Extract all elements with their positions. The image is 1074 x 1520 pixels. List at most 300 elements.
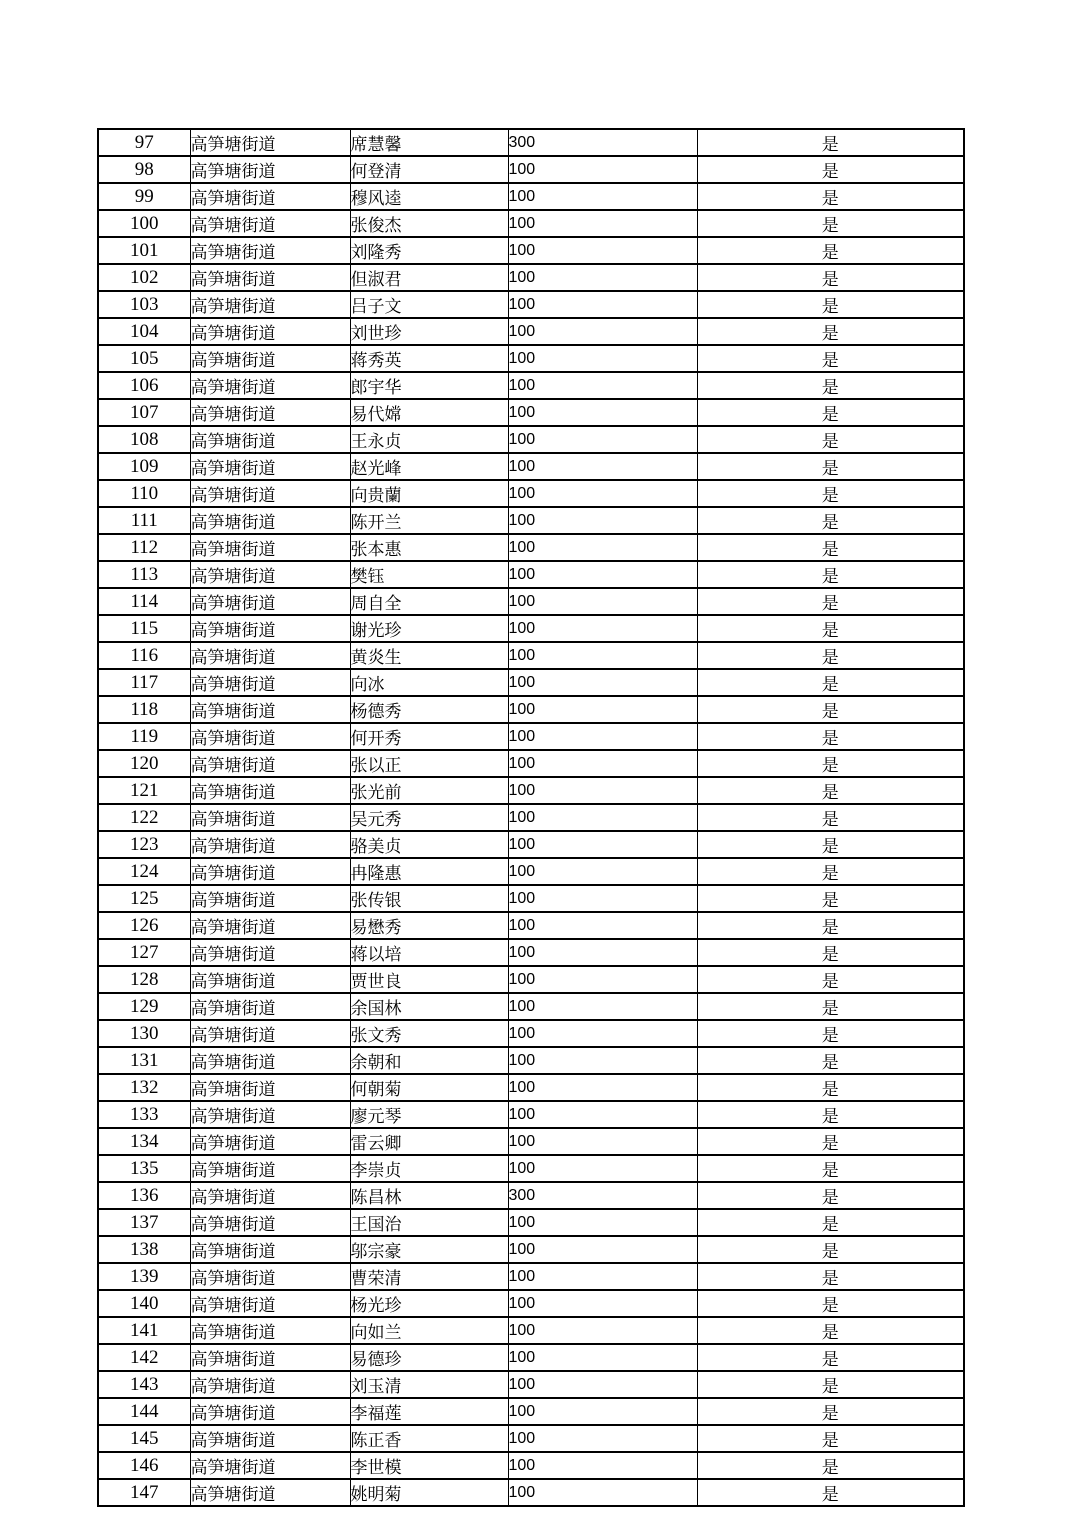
person-name-cell: 李福莲: [350, 1398, 508, 1425]
table-row: [98, 534, 964, 561]
table-row: [98, 669, 964, 696]
person-name-cell: 杨光珍: [350, 1290, 508, 1317]
person-name-cell: 何开秀: [350, 723, 508, 750]
row-number-cell: 121: [98, 777, 190, 804]
table-row: [98, 264, 964, 291]
confirm-cell: 是: [697, 480, 964, 507]
confirm-cell: 是: [697, 1236, 964, 1263]
amount-cell: 100: [508, 885, 697, 912]
person-name-cell: 吕子文: [350, 291, 508, 318]
amount-cell: 100: [508, 696, 697, 723]
row-number-cell: 125: [98, 885, 190, 912]
street-cell: 高笋塘街道: [190, 183, 350, 210]
confirm-cell: 是: [697, 615, 964, 642]
street-cell: 高笋塘街道: [190, 588, 350, 615]
street-cell: 高笋塘街道: [190, 426, 350, 453]
row-number-cell: 118: [98, 696, 190, 723]
person-name-cell: 陈开兰: [350, 507, 508, 534]
person-name-cell: 向如兰: [350, 1317, 508, 1344]
row-number-cell: 100: [98, 210, 190, 237]
person-name-cell: 张以正: [350, 750, 508, 777]
table-row: [98, 1101, 964, 1128]
amount-cell: 100: [508, 399, 697, 426]
amount-cell: 100: [508, 507, 697, 534]
street-cell: 高笋塘街道: [190, 534, 350, 561]
amount-cell: 100: [508, 858, 697, 885]
person-name-cell: 杨德秀: [350, 696, 508, 723]
amount-cell: 100: [508, 804, 697, 831]
confirm-cell: 是: [697, 1452, 964, 1479]
person-name-cell: 雷云卿: [350, 1128, 508, 1155]
person-name-cell: 李世模: [350, 1452, 508, 1479]
person-name-cell: 张俊杰: [350, 210, 508, 237]
amount-cell: 100: [508, 615, 697, 642]
person-name-cell: 陈昌林: [350, 1182, 508, 1209]
street-cell: 高笋塘街道: [190, 1263, 350, 1290]
row-number-cell: 117: [98, 669, 190, 696]
row-number-cell: 141: [98, 1317, 190, 1344]
street-cell: 高笋塘街道: [190, 1344, 350, 1371]
amount-cell: 100: [508, 237, 697, 264]
street-cell: 高笋塘街道: [190, 318, 350, 345]
street-cell: 高笋塘街道: [190, 696, 350, 723]
amount-cell: 100: [508, 777, 697, 804]
person-name-cell: 张本惠: [350, 534, 508, 561]
row-number-cell: 102: [98, 264, 190, 291]
row-number-cell: 106: [98, 372, 190, 399]
row-number-cell: 133: [98, 1101, 190, 1128]
amount-cell: 100: [508, 210, 697, 237]
street-cell: 高笋塘街道: [190, 1452, 350, 1479]
amount-cell: 100: [508, 966, 697, 993]
amount-cell: 100: [508, 1425, 697, 1452]
row-number-cell: 129: [98, 993, 190, 1020]
table-row: [98, 777, 964, 804]
row-number-cell: 123: [98, 831, 190, 858]
street-cell: 高笋塘街道: [190, 1047, 350, 1074]
confirm-cell: 是: [697, 156, 964, 183]
street-cell: 高笋塘街道: [190, 453, 350, 480]
confirm-cell: 是: [697, 1263, 964, 1290]
person-name-cell: 何朝菊: [350, 1074, 508, 1101]
table-row: [98, 1155, 964, 1182]
table-row: [98, 1317, 964, 1344]
confirm-cell: 是: [697, 1155, 964, 1182]
table-row: [98, 804, 964, 831]
confirm-cell: 是: [697, 1074, 964, 1101]
row-number-cell: 105: [98, 345, 190, 372]
amount-cell: 100: [508, 345, 697, 372]
table-row: [98, 750, 964, 777]
street-cell: 高笋塘街道: [190, 723, 350, 750]
row-number-cell: 140: [98, 1290, 190, 1317]
person-name-cell: 席慧馨: [350, 129, 508, 156]
person-name-cell: 王国治: [350, 1209, 508, 1236]
table-row: [98, 1425, 964, 1452]
table-row: [98, 426, 964, 453]
street-cell: 高笋塘街道: [190, 399, 350, 426]
street-cell: 高笋塘街道: [190, 1155, 350, 1182]
person-name-cell: 骆美贞: [350, 831, 508, 858]
confirm-cell: 是: [697, 831, 964, 858]
confirm-cell: 是: [697, 804, 964, 831]
table-row: [98, 1452, 964, 1479]
amount-cell: 100: [508, 291, 697, 318]
row-number-cell: 101: [98, 237, 190, 264]
subsidy-table: [97, 128, 965, 1507]
table-row: [98, 453, 964, 480]
person-name-cell: 陈正香: [350, 1425, 508, 1452]
amount-cell: 100: [508, 912, 697, 939]
amount-cell: 100: [508, 318, 697, 345]
row-number-cell: 112: [98, 534, 190, 561]
street-cell: 高笋塘街道: [190, 939, 350, 966]
person-name-cell: 黄炎生: [350, 642, 508, 669]
confirm-cell: 是: [697, 237, 964, 264]
row-number-cell: 108: [98, 426, 190, 453]
table-row: [98, 1263, 964, 1290]
table-row: [98, 561, 964, 588]
confirm-cell: 是: [697, 426, 964, 453]
person-name-cell: 刘玉清: [350, 1371, 508, 1398]
street-cell: 高笋塘街道: [190, 777, 350, 804]
row-number-cell: 98: [98, 156, 190, 183]
confirm-cell: 是: [697, 291, 964, 318]
row-number-cell: 115: [98, 615, 190, 642]
table-row: [98, 318, 964, 345]
amount-cell: 100: [508, 1263, 697, 1290]
row-number-cell: 132: [98, 1074, 190, 1101]
street-cell: 高笋塘街道: [190, 912, 350, 939]
row-number-cell: 116: [98, 642, 190, 669]
street-cell: 高笋塘街道: [190, 480, 350, 507]
person-name-cell: 易代嫦: [350, 399, 508, 426]
row-number-cell: 97: [98, 129, 190, 156]
confirm-cell: 是: [697, 1182, 964, 1209]
street-cell: 高笋塘街道: [190, 1182, 350, 1209]
row-number-cell: 144: [98, 1398, 190, 1425]
amount-cell: 100: [508, 1479, 697, 1506]
street-cell: 高笋塘街道: [190, 1479, 350, 1506]
confirm-cell: 是: [697, 1371, 964, 1398]
confirm-cell: 是: [697, 318, 964, 345]
street-cell: 高笋塘街道: [190, 291, 350, 318]
table-row: [98, 1290, 964, 1317]
row-number-cell: 137: [98, 1209, 190, 1236]
street-cell: 高笋塘街道: [190, 885, 350, 912]
street-cell: 高笋塘街道: [190, 210, 350, 237]
table-row: [98, 588, 964, 615]
person-name-cell: 易德珍: [350, 1344, 508, 1371]
row-number-cell: 119: [98, 723, 190, 750]
table-row: [98, 939, 964, 966]
person-name-cell: 蒋秀英: [350, 345, 508, 372]
row-number-cell: 131: [98, 1047, 190, 1074]
street-cell: 高笋塘街道: [190, 831, 350, 858]
confirm-cell: 是: [697, 210, 964, 237]
amount-cell: 100: [508, 1371, 697, 1398]
person-name-cell: 张光前: [350, 777, 508, 804]
person-name-cell: 樊钰: [350, 561, 508, 588]
street-cell: 高笋塘街道: [190, 750, 350, 777]
table-row: [98, 1209, 964, 1236]
table-row: [98, 831, 964, 858]
confirm-cell: 是: [697, 1101, 964, 1128]
street-cell: 高笋塘街道: [190, 993, 350, 1020]
amount-cell: 100: [508, 1155, 697, 1182]
amount-cell: 100: [508, 372, 697, 399]
person-name-cell: 郎宇华: [350, 372, 508, 399]
street-cell: 高笋塘街道: [190, 1209, 350, 1236]
street-cell: 高笋塘街道: [190, 129, 350, 156]
person-name-cell: 张传银: [350, 885, 508, 912]
street-cell: 高笋塘街道: [190, 1371, 350, 1398]
row-number-cell: 110: [98, 480, 190, 507]
confirm-cell: 是: [697, 1209, 964, 1236]
amount-cell: 100: [508, 453, 697, 480]
amount-cell: 300: [508, 1182, 697, 1209]
street-cell: 高笋塘街道: [190, 1074, 350, 1101]
table-row: [98, 1398, 964, 1425]
row-number-cell: 147: [98, 1479, 190, 1506]
amount-cell: 100: [508, 669, 697, 696]
confirm-cell: 是: [697, 642, 964, 669]
confirm-cell: 是: [697, 1290, 964, 1317]
confirm-cell: 是: [697, 1398, 964, 1425]
person-name-cell: 赵光峰: [350, 453, 508, 480]
confirm-cell: 是: [697, 264, 964, 291]
amount-cell: 100: [508, 264, 697, 291]
table-row: [98, 1344, 964, 1371]
row-number-cell: 134: [98, 1128, 190, 1155]
person-name-cell: 但淑君: [350, 264, 508, 291]
amount-cell: 100: [508, 561, 697, 588]
amount-cell: 100: [508, 1020, 697, 1047]
table-row: [98, 696, 964, 723]
confirm-cell: 是: [697, 507, 964, 534]
street-cell: 高笋塘街道: [190, 642, 350, 669]
street-cell: 高笋塘街道: [190, 1236, 350, 1263]
street-cell: 高笋塘街道: [190, 1425, 350, 1452]
street-cell: 高笋塘街道: [190, 345, 350, 372]
person-name-cell: 向冰: [350, 669, 508, 696]
row-number-cell: 139: [98, 1263, 190, 1290]
row-number-cell: 146: [98, 1452, 190, 1479]
street-cell: 高笋塘街道: [190, 372, 350, 399]
street-cell: 高笋塘街道: [190, 1317, 350, 1344]
table-row: [98, 615, 964, 642]
amount-cell: 100: [508, 750, 697, 777]
person-name-cell: 何登清: [350, 156, 508, 183]
row-number-cell: 113: [98, 561, 190, 588]
table-row: [98, 237, 964, 264]
confirm-cell: 是: [697, 1425, 964, 1452]
table-row: [98, 156, 964, 183]
table-row: [98, 993, 964, 1020]
row-number-cell: 127: [98, 939, 190, 966]
confirm-cell: 是: [697, 453, 964, 480]
row-number-cell: 104: [98, 318, 190, 345]
confirm-cell: 是: [697, 750, 964, 777]
amount-cell: 100: [508, 1047, 697, 1074]
table-row: [98, 1128, 964, 1155]
table-row: [98, 1047, 964, 1074]
street-cell: 高笋塘街道: [190, 1398, 350, 1425]
confirm-cell: 是: [697, 1344, 964, 1371]
street-cell: 高笋塘街道: [190, 1128, 350, 1155]
confirm-cell: 是: [697, 1020, 964, 1047]
row-number-cell: 109: [98, 453, 190, 480]
confirm-cell: 是: [697, 912, 964, 939]
confirm-cell: 是: [697, 669, 964, 696]
person-name-cell: 廖元琴: [350, 1101, 508, 1128]
confirm-cell: 是: [697, 1047, 964, 1074]
confirm-cell: 是: [697, 777, 964, 804]
person-name-cell: 刘世珍: [350, 318, 508, 345]
table-row: [98, 345, 964, 372]
amount-cell: 100: [508, 156, 697, 183]
person-name-cell: 姚明菊: [350, 1479, 508, 1506]
row-number-cell: 136: [98, 1182, 190, 1209]
person-name-cell: 余国林: [350, 993, 508, 1020]
confirm-cell: 是: [697, 966, 964, 993]
street-cell: 高笋塘街道: [190, 1290, 350, 1317]
confirm-cell: 是: [697, 534, 964, 561]
person-name-cell: 贾世良: [350, 966, 508, 993]
table-row: [98, 1371, 964, 1398]
table-row: [98, 966, 964, 993]
table-row: [98, 507, 964, 534]
table-row: [98, 885, 964, 912]
confirm-cell: 是: [697, 858, 964, 885]
table-row: [98, 1020, 964, 1047]
confirm-cell: 是: [697, 885, 964, 912]
street-cell: 高笋塘街道: [190, 1020, 350, 1047]
street-cell: 高笋塘街道: [190, 615, 350, 642]
person-name-cell: 刘隆秀: [350, 237, 508, 264]
amount-cell: 100: [508, 480, 697, 507]
row-number-cell: 111: [98, 507, 190, 534]
amount-cell: 100: [508, 534, 697, 561]
street-cell: 高笋塘街道: [190, 804, 350, 831]
confirm-cell: 是: [697, 183, 964, 210]
person-name-cell: 周自全: [350, 588, 508, 615]
street-cell: 高笋塘街道: [190, 561, 350, 588]
amount-cell: 100: [508, 1317, 697, 1344]
amount-cell: 100: [508, 1128, 697, 1155]
amount-cell: 100: [508, 1074, 697, 1101]
amount-cell: 100: [508, 831, 697, 858]
person-name-cell: 王永贞: [350, 426, 508, 453]
street-cell: 高笋塘街道: [190, 669, 350, 696]
confirm-cell: 是: [697, 696, 964, 723]
amount-cell: 300: [508, 129, 697, 156]
confirm-cell: 是: [697, 345, 964, 372]
street-cell: 高笋塘街道: [190, 1101, 350, 1128]
person-name-cell: 谢光珍: [350, 615, 508, 642]
amount-cell: 100: [508, 1209, 697, 1236]
amount-cell: 100: [508, 183, 697, 210]
table-row: [98, 129, 964, 156]
street-cell: 高笋塘街道: [190, 507, 350, 534]
table-row: [98, 372, 964, 399]
confirm-cell: 是: [697, 588, 964, 615]
amount-cell: 100: [508, 1452, 697, 1479]
amount-cell: 100: [508, 723, 697, 750]
street-cell: 高笋塘街道: [190, 156, 350, 183]
table-row: [98, 210, 964, 237]
amount-cell: 100: [508, 1290, 697, 1317]
confirm-cell: 是: [697, 723, 964, 750]
street-cell: 高笋塘街道: [190, 966, 350, 993]
table-row: [98, 399, 964, 426]
row-number-cell: 143: [98, 1371, 190, 1398]
amount-cell: 100: [508, 426, 697, 453]
person-name-cell: 余朝和: [350, 1047, 508, 1074]
table-row: [98, 642, 964, 669]
amount-cell: 100: [508, 993, 697, 1020]
table-row: [98, 1479, 964, 1506]
row-number-cell: 128: [98, 966, 190, 993]
table-row: [98, 1182, 964, 1209]
amount-cell: 100: [508, 1236, 697, 1263]
person-name-cell: 蒋以培: [350, 939, 508, 966]
table-body: [98, 129, 964, 1506]
table-row: [98, 912, 964, 939]
confirm-cell: 是: [697, 1128, 964, 1155]
confirm-cell: 是: [697, 1317, 964, 1344]
confirm-cell: 是: [697, 129, 964, 156]
subsidy-table-container: [97, 128, 965, 1507]
table-row: [98, 480, 964, 507]
amount-cell: 100: [508, 1344, 697, 1371]
row-number-cell: 99: [98, 183, 190, 210]
person-name-cell: 邬宗豪: [350, 1236, 508, 1263]
amount-cell: 100: [508, 939, 697, 966]
row-number-cell: 138: [98, 1236, 190, 1263]
row-number-cell: 114: [98, 588, 190, 615]
amount-cell: 100: [508, 588, 697, 615]
row-number-cell: 124: [98, 858, 190, 885]
person-name-cell: 吴元秀: [350, 804, 508, 831]
amount-cell: 100: [508, 1101, 697, 1128]
person-name-cell: 曹荣清: [350, 1263, 508, 1290]
confirm-cell: 是: [697, 372, 964, 399]
table-row: [98, 291, 964, 318]
row-number-cell: 122: [98, 804, 190, 831]
row-number-cell: 130: [98, 1020, 190, 1047]
person-name-cell: 向贵蘭: [350, 480, 508, 507]
row-number-cell: 120: [98, 750, 190, 777]
confirm-cell: 是: [697, 939, 964, 966]
person-name-cell: 穆风逵: [350, 183, 508, 210]
table-row: [98, 183, 964, 210]
person-name-cell: 张文秀: [350, 1020, 508, 1047]
amount-cell: 100: [508, 642, 697, 669]
confirm-cell: 是: [697, 561, 964, 588]
amount-cell: 100: [508, 1398, 697, 1425]
person-name-cell: 李崇贞: [350, 1155, 508, 1182]
table-row: [98, 1236, 964, 1263]
table-row: [98, 723, 964, 750]
confirm-cell: 是: [697, 399, 964, 426]
table-row: [98, 858, 964, 885]
person-name-cell: 易懋秀: [350, 912, 508, 939]
confirm-cell: 是: [697, 993, 964, 1020]
row-number-cell: 107: [98, 399, 190, 426]
row-number-cell: 145: [98, 1425, 190, 1452]
street-cell: 高笋塘街道: [190, 858, 350, 885]
